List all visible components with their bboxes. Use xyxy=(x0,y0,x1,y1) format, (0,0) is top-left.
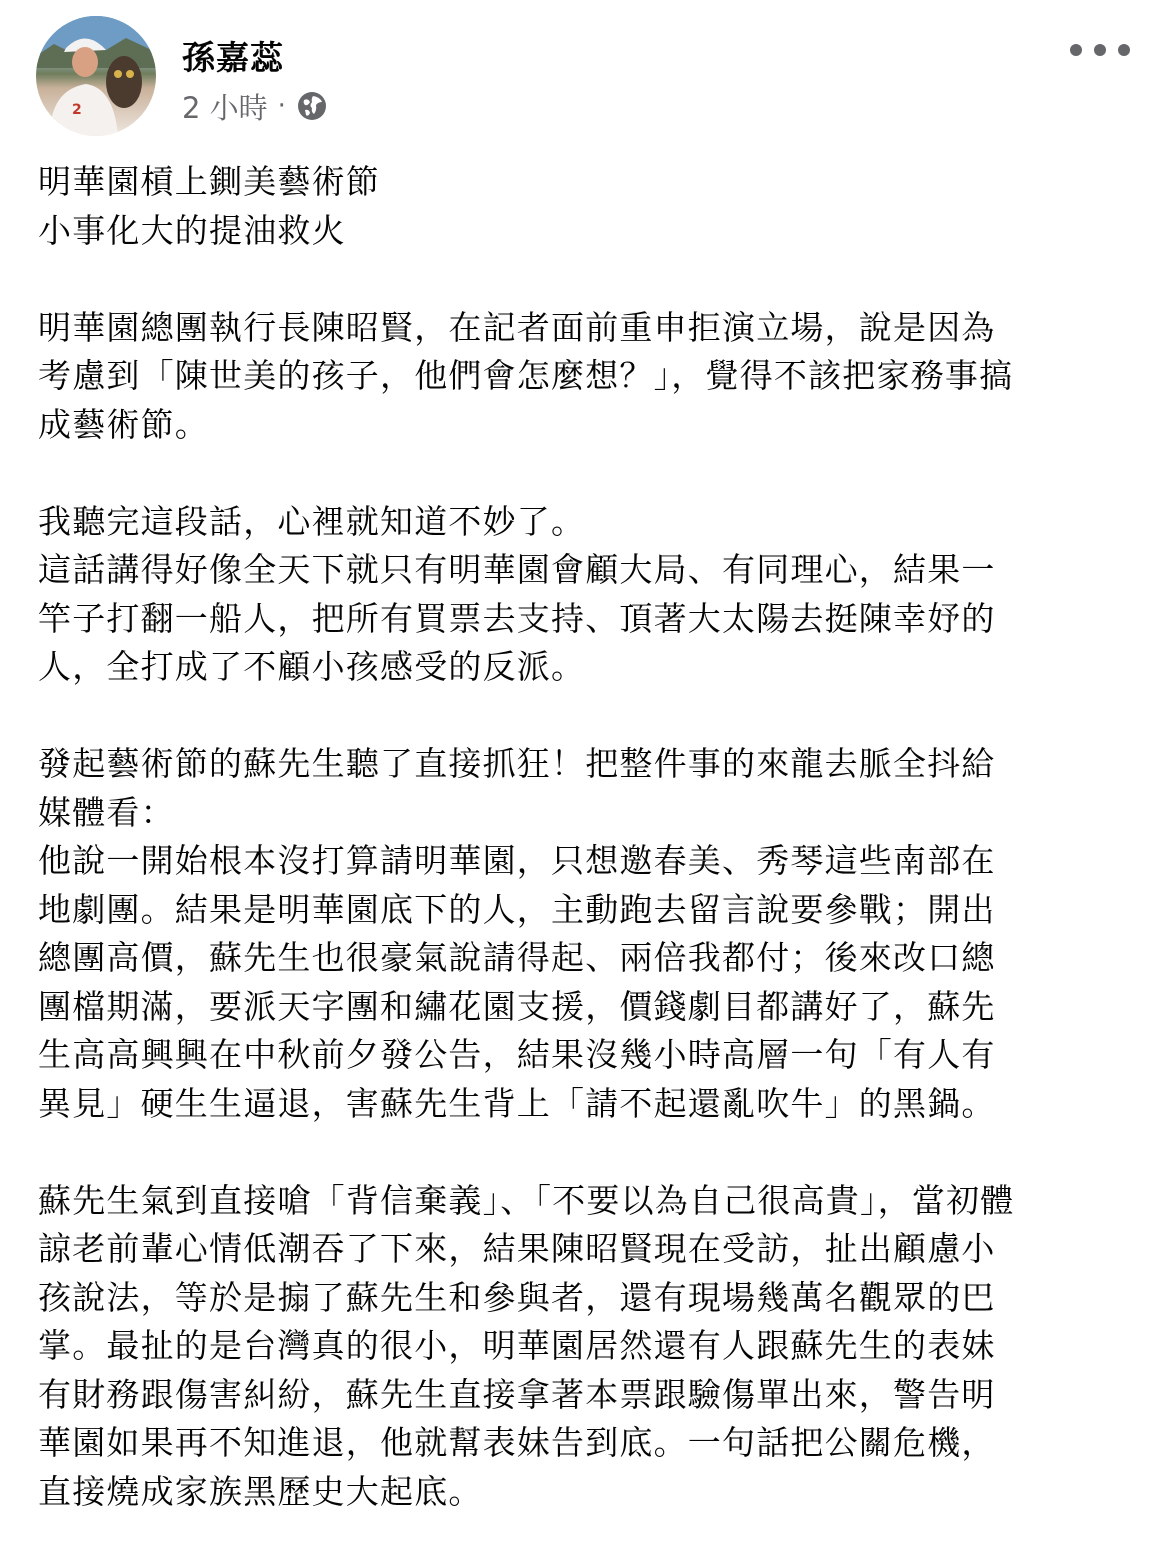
globe-icon[interactable] xyxy=(296,90,328,122)
post-paragraph-title: 明華園槓上鍘美藝術節 小事化大的提油救火 xyxy=(38,162,380,250)
post-time[interactable]: 2 小時 xyxy=(182,90,268,125)
avatar-photo xyxy=(36,16,156,136)
more-horizontal-icon xyxy=(1070,44,1082,56)
svg-text:2: 2 xyxy=(72,102,82,118)
post-text xyxy=(38,158,1138,1565)
post-paragraph: 發起藝術節的蘇先生聽了直接抓狂！把整件事的來龍去脈全抖給 媒體看： 他說一開始根本沒打算請明華園，只想邀春美、秀琴這些南部在 地劇團。結果是明華園底下的人，主動跑去留言說要參戰；開出 總團高價，蘇先生也很豪氣說請得起、兩倍我都付；後來改口總 團檔期滿，要派天字團和繡花園支援，價錢劇目都講好了，蘇先 生高高興興在中秋前夕發公告，結果沒幾小時高層一句「有人有 異見」硬生生逼退，害蘇先生背上「請不起還亂吹牛」的黑鍋。 xyxy=(38,744,996,1123)
meta-separator: · xyxy=(277,91,286,121)
author-avatar[interactable] xyxy=(36,16,156,136)
post-paragraph: 蘇先生氣到直接嗆「背信棄義」、「不要以為自己很高貴」，當初體 諒老前輩心情低潮吞了下來，結果陳昭賢現在受訪，扯出顧慮小 孩說法，等於是搧了蘇先生和參與者，還有現場幾萬名觀眾的巴 掌。最扯的是台灣真的很小，明華園居然還有人跟蘇先生的表妹 有財務跟傷害糾紛，蘇先生直接拿著本票跟驗傷單出來，警告明 華園如果再不知進退，他就幫表妹告到底。一句話把公關危機， 直接燒成家族黑歷史大起底。 xyxy=(38,1180,1015,1511)
post-paragraph: 明華園總團執行長陳昭賢，在記者面前重申拒演立場，說是因為 考慮到「陳世美的孩子，他們會怎麼想？」，覺得不該把家務事搞 成藝術節。 xyxy=(38,307,1014,444)
post-meta xyxy=(182,86,328,126)
post-header xyxy=(36,16,1136,128)
more-options-button[interactable] xyxy=(1070,30,1130,70)
post-paragraph: 我聽完這段話，心裡就知道不妙了。 這話講得好像全天下就只有明華園會顧大局、有同理心，結果一 竿子打翻一船人，把所有買票去支持、頂著大太陽去挺陳幸妤的 人，全打成了不顧小孩感受的反派。 xyxy=(38,501,996,686)
author-name[interactable]: 孫嘉蕊 xyxy=(182,38,284,77)
